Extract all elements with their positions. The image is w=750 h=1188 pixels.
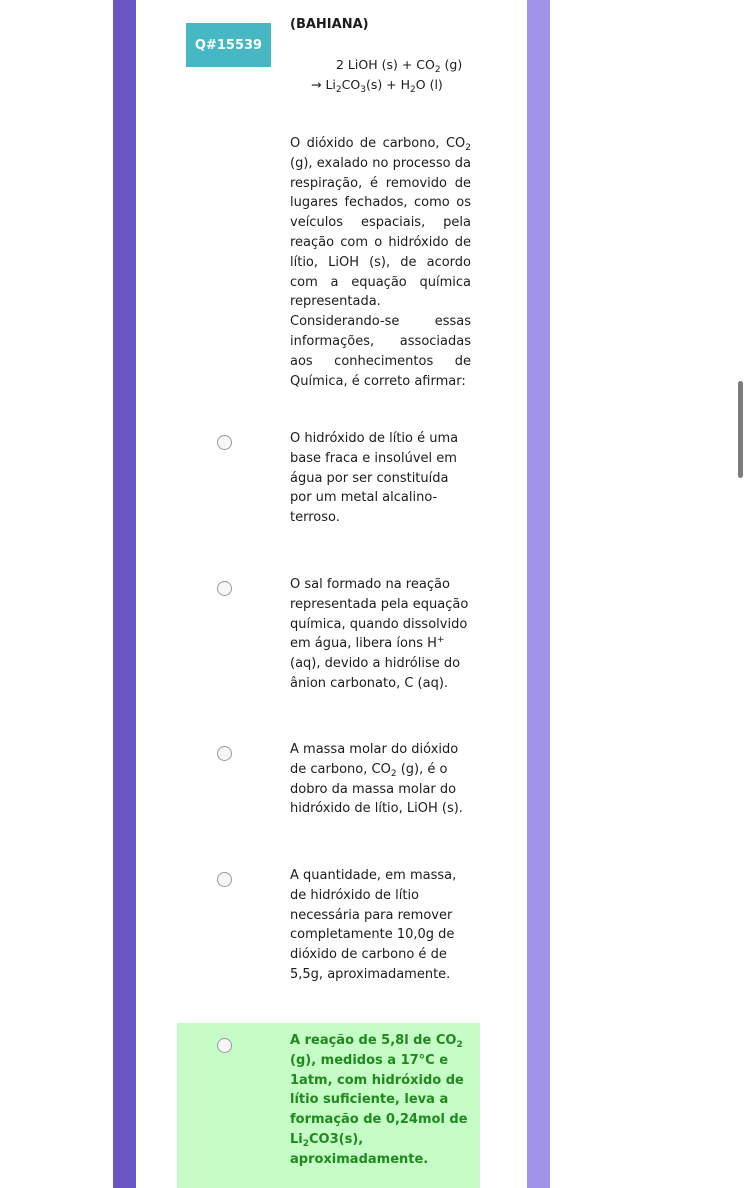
option-1-text[interactable]: O hidróxido de lítio é uma base fraca e insolúvel em água por ser constituída por um metal alcalino-terroso. xyxy=(290,431,459,526)
scrollbar-thumb[interactable] xyxy=(738,381,743,478)
option-2-text[interactable]: O sal formado na reação representada pela equação química, quando dissolvido em água, libera íons H+(aq), devido a hidrólise do ânion carbonato, C (aq). xyxy=(290,577,469,691)
option-5-radio[interactable] xyxy=(217,1038,232,1053)
option-3-text[interactable]: A massa molar do dióxido de carbono, $CO_2$ (g), é o dobro da massa molar do hidróxido de lítio, LiOH (s). xyxy=(290,742,463,817)
option-2-radio[interactable] xyxy=(217,581,232,596)
question-id-badge: Q#15539 xyxy=(186,23,271,67)
right-accent-bar xyxy=(527,0,550,1188)
question-stem xyxy=(290,134,471,391)
option-1-radio[interactable] xyxy=(217,435,232,450)
option-3-radio[interactable] xyxy=(217,746,232,761)
equation-line-1: 2 LiOH $(s) + CO_2$ (g) xyxy=(336,57,463,75)
stem-paragraph-2: Considerando-se essas informações, associadas aos conhecimentos de Química, é correto afirmar: xyxy=(290,314,471,389)
equation-line-2: → $Li_2CO_3(s) + H_2O$ (l) xyxy=(311,77,443,95)
option-4-text[interactable]: A quantidade, em massa, de hidróxido de lítio necessária para remover completamente 10,0g de dióxido de carbono é de 5,5g, aproximadamente. xyxy=(290,868,457,982)
option-4-radio[interactable] xyxy=(217,872,232,887)
stem-paragraph-1: O dióxido de carbono, $CO_2$ (g), exalado no processo da respiração, é removido de lugares fechados, como os veículos espaciais, pela reação com o hidróxido de lítio, LiOH (s), de acordo com a equação química representada. xyxy=(290,136,471,310)
left-accent-bar xyxy=(113,0,136,1188)
question-source: (BAHIANA) xyxy=(290,17,369,32)
option-5-text[interactable]: A reação de 5,8l de $CO_2$ (g), medidos a 17°C e 1atm, com hidróxido de lítio suficiente, leva a formação de 0,24mol de $Li_2CO3(s)$, aproximadamente. xyxy=(290,1033,468,1167)
